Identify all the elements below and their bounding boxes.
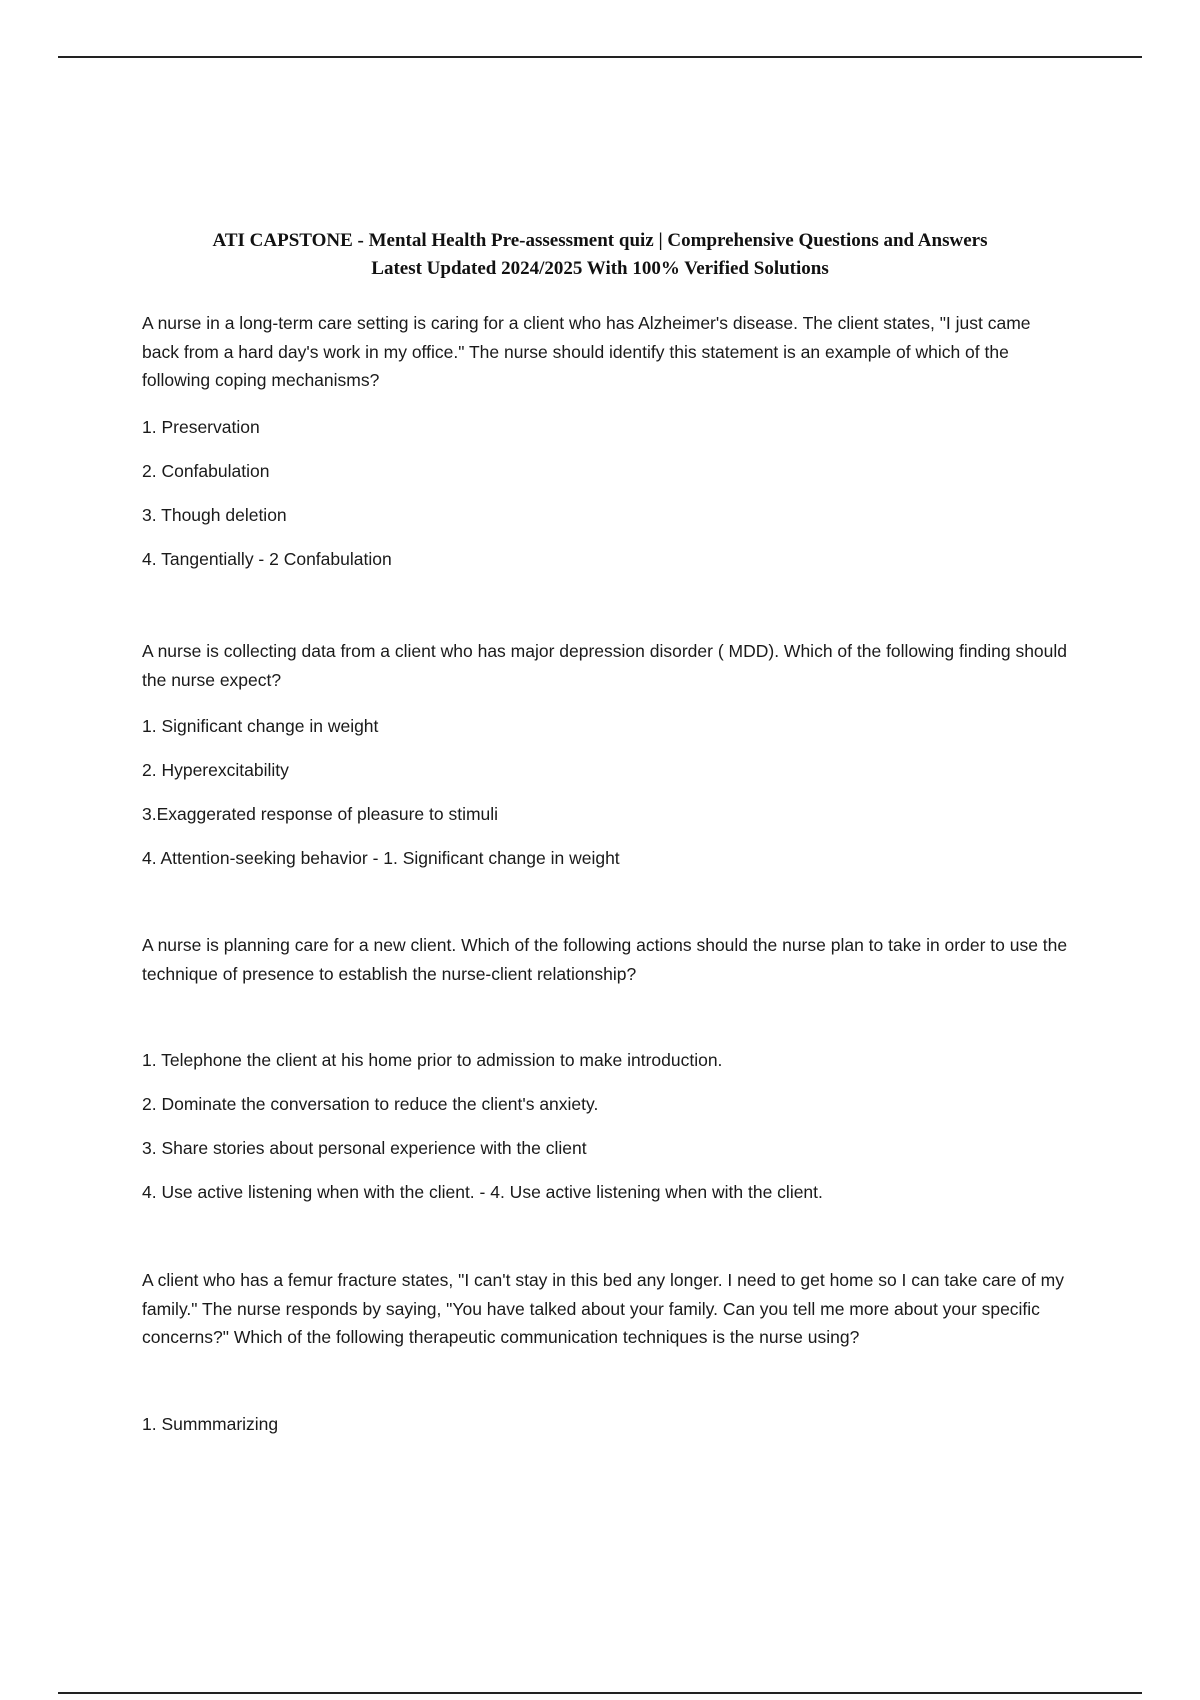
- question-text: A nurse is collecting data from a client who has major depression disorder ( MDD). Which of the following finding should the nurse expect?: [142, 641, 1068, 690]
- answer-option: 3. Share stories about personal experience with the client: [142, 1138, 587, 1158]
- answer-option: 3. Though deletion: [142, 504, 287, 525]
- answer-options: [142, 415, 1072, 571]
- question-block-3: [142, 931, 1072, 1204]
- bottom-border-line: [58, 1692, 1142, 1694]
- answer-option: 4. Use active listening when with the client. - 4. Use active listening when with the client.: [142, 1182, 823, 1202]
- answer-option: 3.Exaggerated response of pleasure to stimuli: [142, 804, 499, 824]
- answer-options: [142, 1412, 1072, 1436]
- answer-option: 2. Hyperexcitability: [142, 760, 289, 780]
- document-title-line-1: ATI CAPSTONE - Mental Health Pre-assessment quiz | Comprehensive Questions and Answers: [212, 229, 988, 251]
- answer-option: 1. Telephone the client at his home prior to admission to make introduction.: [142, 1050, 723, 1070]
- top-border-line: [58, 56, 1142, 58]
- answer-options: [142, 714, 1072, 870]
- answer-option: 4. Attention-seeking behavior - 1. Significant change in weight: [142, 848, 620, 868]
- answer-options: [142, 1048, 1072, 1204]
- answer-option: 1. Preservation: [142, 416, 260, 437]
- answer-option: 1. Significant change in weight: [142, 716, 379, 736]
- question-block-2: [142, 637, 1072, 870]
- answer-option: 2. Dominate the conversation to reduce the client's anxiety.: [142, 1094, 599, 1114]
- document-title: [120, 227, 1080, 283]
- question-block-4: [142, 1266, 1072, 1436]
- question-text: A client who has a femur fracture states, "I can't stay in this bed any longer. I need to get home so I can take care of my family." The nurse responds by saying, "You have talked about your family. Can you tell me more about your specific concerns?" Which of the following therapeutic communication techniques is the nurse using?: [142, 1270, 1064, 1347]
- answer-option: 1. Summmarizing: [142, 1413, 279, 1434]
- answer-option: 2. Confabulation: [142, 460, 270, 481]
- question-text: A nurse is planning care for a new client. Which of the following actions should the nurse plan to take in order to use the technique of presence to establish the nurse-client relationship?: [142, 935, 1068, 984]
- answer-option: 4. Tangentially - 2 Confabulation: [142, 548, 392, 569]
- question-text: A nurse in a long-term care setting is caring for a client who has Alzheimer's disease. The client states, "I just came back from a hard day's work in my office." The nurse should identify this statement is an example of which of the following coping mechanisms?: [142, 313, 1031, 390]
- document-title-line-2: Latest Updated 2024/2025 With 100% Verified Solutions: [371, 257, 829, 279]
- question-block-1: [142, 309, 1072, 571]
